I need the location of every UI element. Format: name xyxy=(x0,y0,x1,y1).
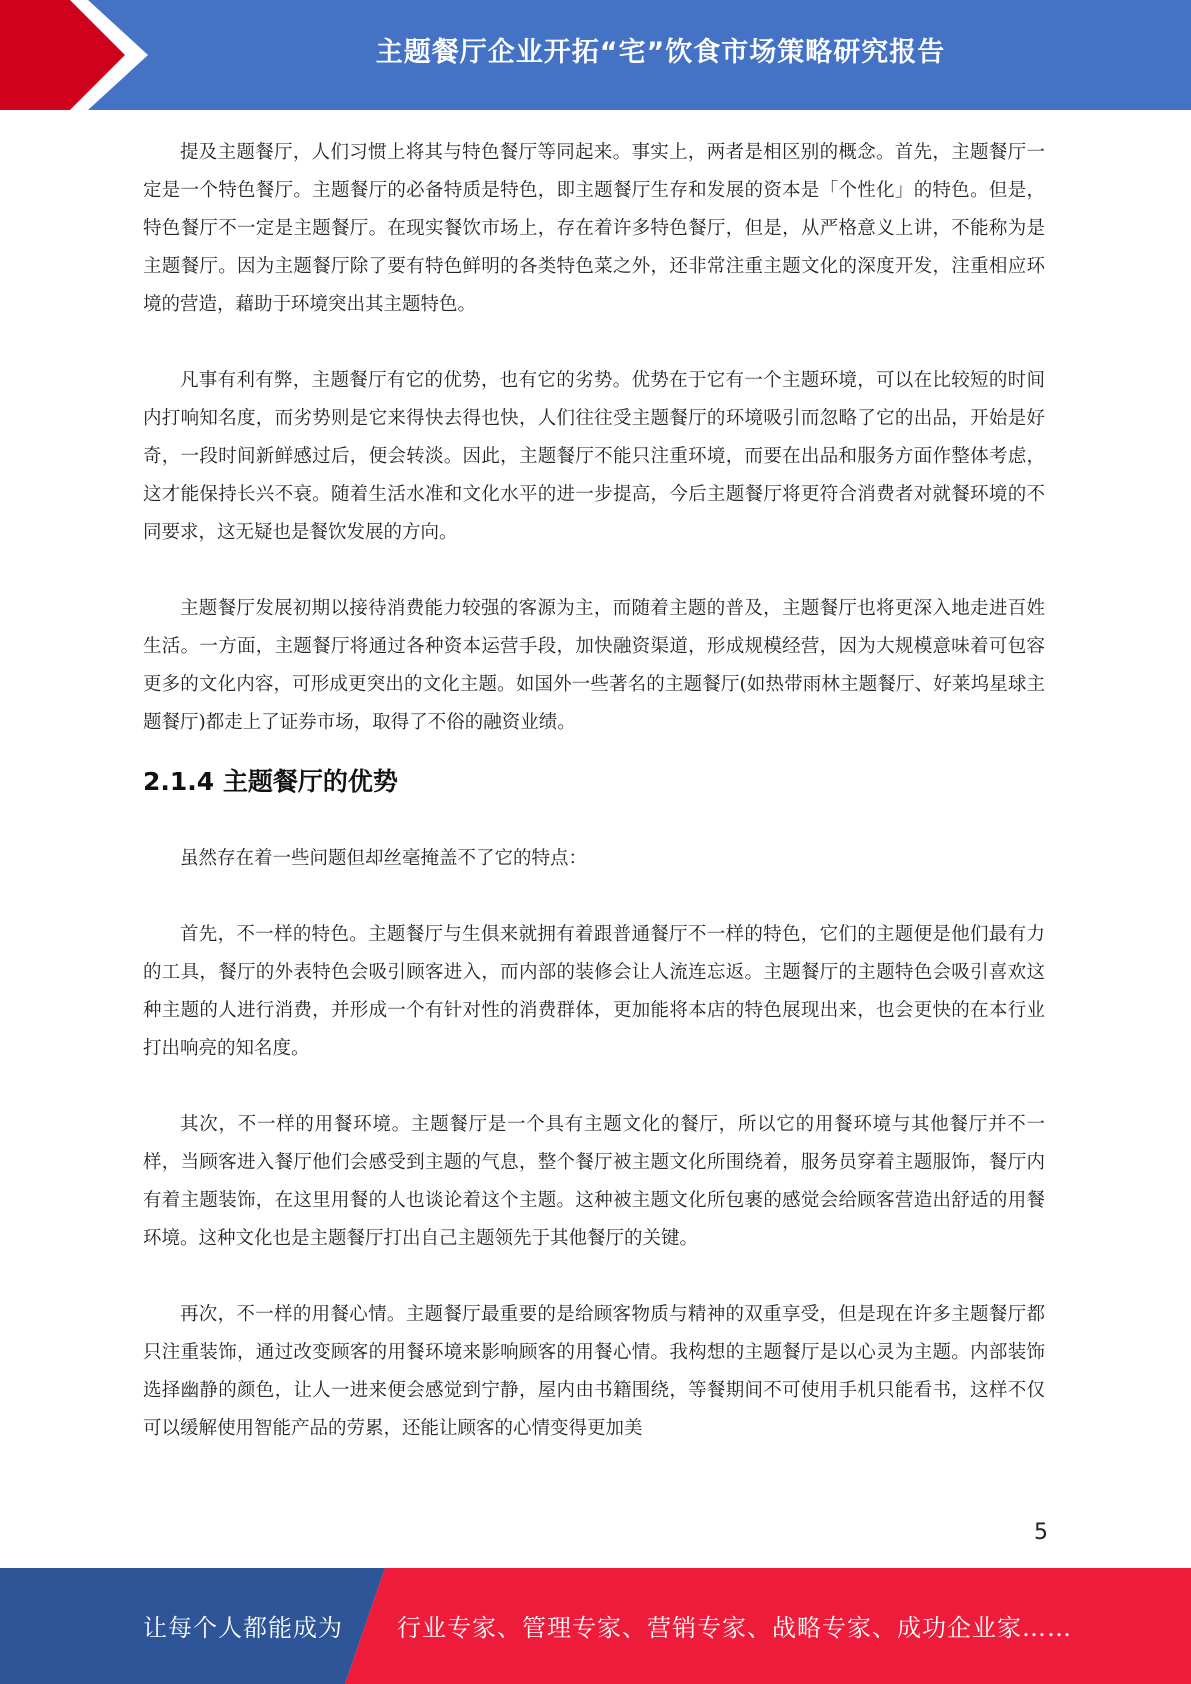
paragraph: 提及主题餐厅，人们习惯上将其与特色餐厅等同起来。事实上，两者是相区别的概念。首先，主题餐厅一定是一个特色餐厅。主题餐厅的必备特质是特色，即主题餐厅生存和发展的资本是「个性化」的特色。但是，特色餐厅不一定是主题餐厅。在现实餐饮市场上，存在着许多特色餐厅，但是，从严格意义上讲，不能称为是主题餐厅。因为主题餐厅除了要有特色鲜明的各类特色菜之外，还非常注重主题文化的深度开发，注重相应环境的营造，藉助于环境突出其主题特色。 xyxy=(143,142,1045,315)
header-arrow-decoration xyxy=(0,0,160,110)
document-title: 主题餐厅企业开拓“宅”饮食市场策略研究报告 xyxy=(375,37,946,68)
footer-slogan-left: 让每个人都能成为 xyxy=(143,1614,343,1642)
document-body xyxy=(143,134,1045,1448)
paragraph: 首先，不一样的特色。主题餐厅与生俱来就拥有着跟普通餐厅不一样的特色，它们的主题便是他们最有力的工具，餐厅的外表特色会吸引顾客进入，而内部的装修会让人流连忘返。主题餐厅的主题特色会吸引喜欢这种主题的人进行消费，并形成一个有针对性的消费群体，更加能将本店的特色展现出来，也会更快的在本行业打出响亮的知名度。 xyxy=(143,924,1045,1059)
section-heading: 2.1.4 主题餐厅的优势 xyxy=(143,767,398,796)
paragraph: 虽然存在着一些问题但却丝毫掩盖不了它的特点： xyxy=(180,848,588,869)
footer-slogan-right: 行业专家、管理专家、营销专家、战略专家、成功企业家…… xyxy=(397,1614,1072,1642)
paragraph: 凡事有利有弊，主题餐厅有它的优势，也有它的劣势。优势在于它有一个主题环境，可以在比较短的时间内打响知名度，而劣势则是它来得快去得也快，人们往往受主题餐厅的环境吸引而忽略了它的出品，开始是好奇，一段时间新鲜感过后，便会转淡。因此，主题餐厅不能只注重环境，而要在出品和服务方面作整体考虑，这才能保持长兴不衰。随着生活水准和文化水平的进一步提高，今后主题餐厅将更符合消费者对就餐环境的不同要求，这无疑也是餐饮发展的方向。 xyxy=(143,370,1045,543)
paragraph: 主题餐厅发展初期以接待消费能力较强的客源为主，而随着主题的普及，主题餐厅也将更深入地走进百姓生活。一方面，主题餐厅将通过各种资本运营手段，加快融资渠道，形成规模经营，因为大规模意味着可包容更多的文化内容，可形成更突出的文化主题。如国外一些著名的主题餐厅(如热带雨林主题餐厅、好莱坞星球主题餐厅)都走上了证券市场，取得了不俗的融资业绩。 xyxy=(143,598,1045,733)
page-header xyxy=(0,0,1191,110)
page-footer xyxy=(0,1568,1191,1684)
paragraph: 再次，不一样的用餐心情。主题餐厅最重要的是给顾客物质与精神的双重享受，但是现在许多主题餐厅都只注重装饰，通过改变顾客的用餐环境来影响顾客的用餐心情。我构想的主题餐厅是以心灵为主题。内部装饰选择幽静的颜色，让人一进来便会感觉到宁静，屋内由书籍围绕，等餐期间不可使用手机只能看书，这样不仅可以缓解使用智能产品的劳累，还能让顾客的心情变得更加美 xyxy=(143,1304,1045,1439)
paragraph: 其次，不一样的用餐环境。主题餐厅是一个具有主题文化的餐厅，所以它的用餐环境与其他餐厅并不一样，当顾客进入餐厅他们会感受到主题的气息，整个餐厅被主题文化所围绕着，服务员穿着主题服饰，餐厅内有着主题装饰，在这里用餐的人也谈论着这个主题。这种被主题文化所包裹的感觉会给顾客营造出舒适的用餐环境。这种文化也是主题餐厅打出自己主题领先于其他餐厅的关键。 xyxy=(143,1114,1045,1249)
page-number: 5 xyxy=(1034,1520,1048,1545)
